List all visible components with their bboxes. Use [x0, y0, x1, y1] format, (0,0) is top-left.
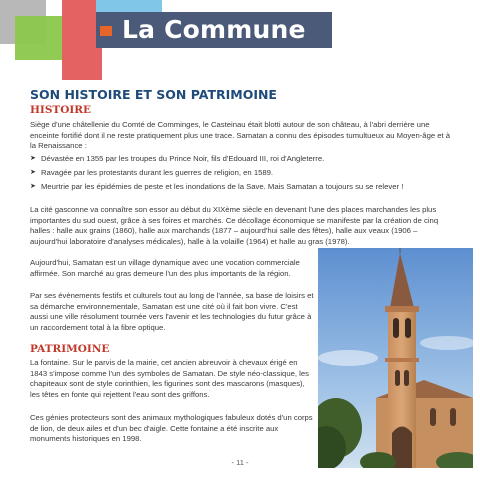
histoire-paragraph: Par ses évènements festifs et culturels tout au long de l'année, sa base de loisirs et sa démarche environnementale, Samatan est une cité où il fait bon vivre. C'est aussi une ville résolument tournée vers l'avenir et les technologies du futur grâce à un raccordement total à la fibre optique.	[30, 291, 314, 332]
church-photo	[318, 248, 473, 468]
histoire-bullet	[30, 154, 456, 165]
patrimoine-paragraph: Ces génies protecteurs sont des animaux mythologiques fabuleux dotés d'un corps de lion, de deux ailes et d'un bec d'aigle. Cette fontaine a été inscrite aux monuments historiques en 1998.	[30, 413, 313, 444]
histoire-bullet	[30, 182, 456, 193]
arrow-bullet-icon: ➤	[30, 155, 36, 162]
page-number: - 11 -	[231, 458, 249, 467]
section-title: SON HISTOIRE ET SON PATRIMOINE	[30, 87, 277, 102]
histoire-paragraph: La cité gasconne va connaître son essor au début du XIXème siècle en devenant l'une des places marchandes les plus importantes du sud ouest, grâce à ses foires et marchés. Ce décollage économique se manifeste par la création de cinq halles : halle aux grains (1860), halle aux marchands (1877 – aujourd'hui salle des fêtes), halle aux veaux (1906 – aujourd'hui laboratoire d'analyses médicales), halle à la volaille (1964) et halle au gras (1978).	[30, 205, 439, 246]
page-title: La Commune	[122, 15, 306, 44]
arrow-bullet-icon: ➤	[30, 183, 36, 190]
church-illustration	[318, 248, 473, 468]
patrimoine-paragraph: La fontaine. Sur le parvis de la mairie, cet ancien abreuvoir à chevaux érigé en 1843 s'impose comme l'un des symboles de Samatan. De style néo-classique, les chapiteaux sont de style corinthien, les figurines sont des mascarons (masques), les têtes en fonte qui rejettent l'eau sont des griffons.	[30, 358, 309, 399]
histoire-intro: Siège d'une châtellenie du Comté de Comminges, le Casteinau était blotti autour de son château, à l'abri derrière une enceinte fortifié dont il ne reste pratiquement plus une trace. Samatan a connu des épisodes tumultueux au Moyen-âge et à la Renaissance :	[30, 120, 451, 151]
histoire-paragraph: Aujourd'hui, Samatan est un village dynamique avec une vocation commerciale affirmée. Son marché au gras demeure l'un des plus importants de la région.	[30, 258, 300, 278]
bullet-text: Meurtrie par les épidémies de peste et les inondations de la Save. Mais Samatan a toujours su se relever !	[41, 182, 404, 191]
histoire-bullet	[30, 168, 456, 179]
arrow-bullet-icon: ➤	[30, 169, 36, 176]
decor-blue-block	[96, 0, 162, 12]
bullet-text: Ravagée par les protestants durant les guerres de religion, en 1589.	[41, 168, 274, 177]
histoire-heading: HISTOIRE	[30, 104, 92, 116]
decor-green-block	[15, 16, 65, 60]
patrimoine-heading: PATRIMOINE	[30, 343, 110, 355]
bullet-text: Dévastée en 1355 par les troupes du Prince Noir, fils d'Edouard III, roi d'Angleterre.	[41, 154, 325, 163]
banner-accent-square	[100, 26, 112, 36]
